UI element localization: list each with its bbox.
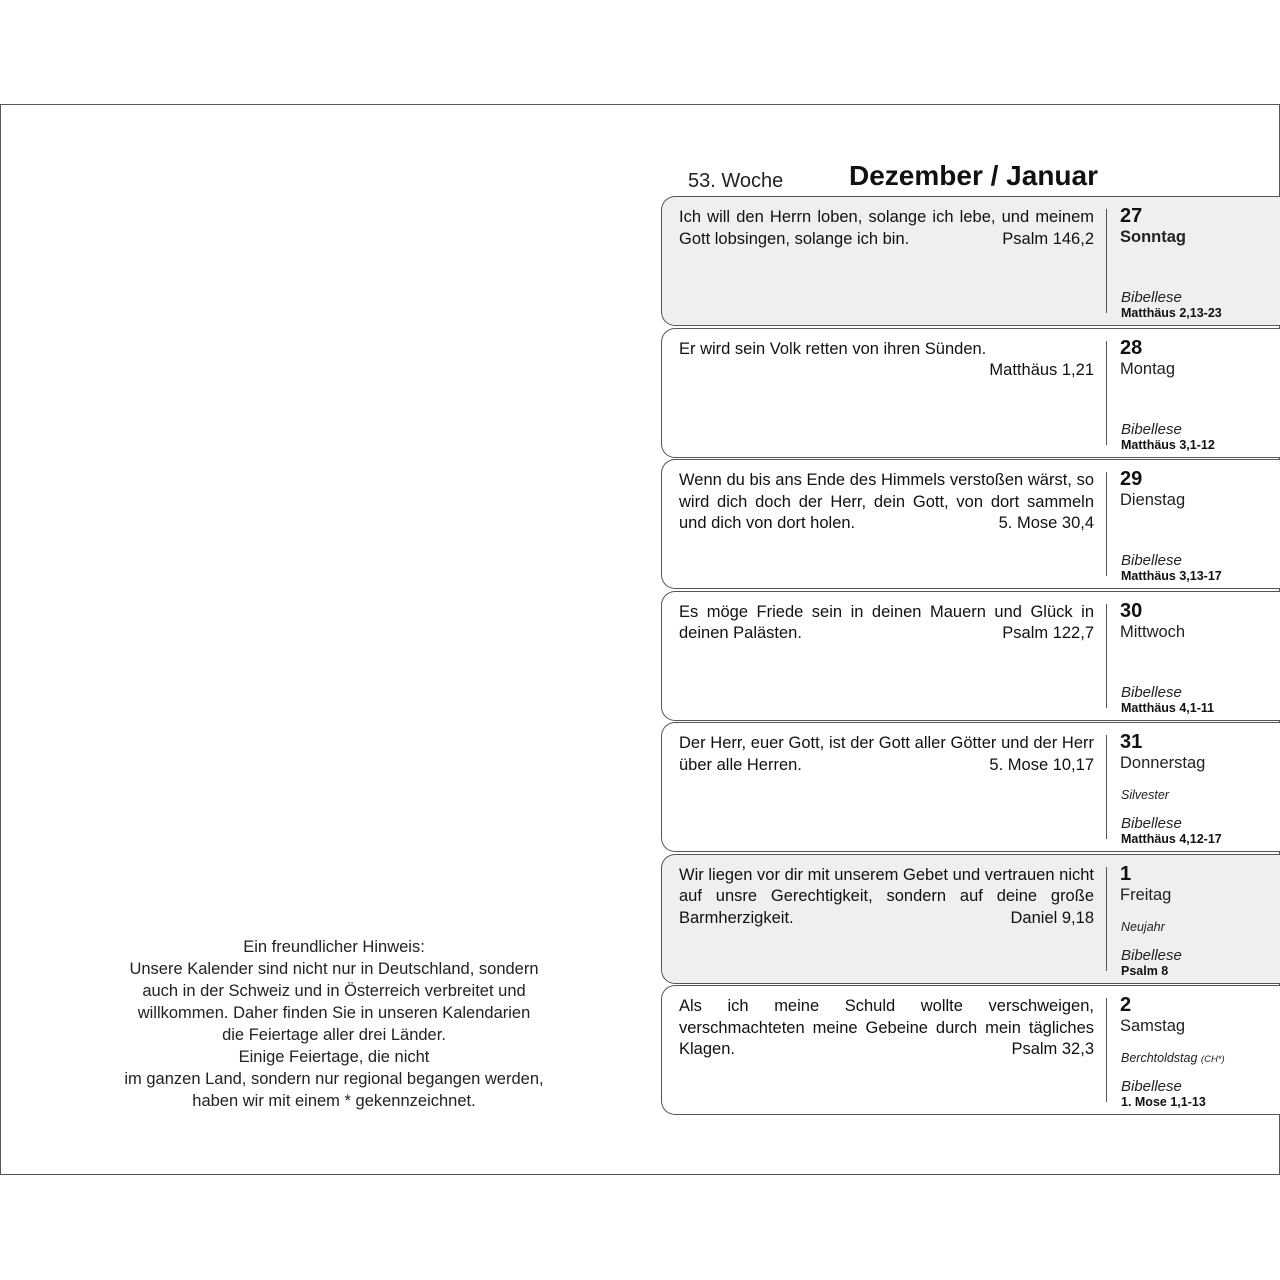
- notice-line: haben wir mit einem * gekennzeichnet.: [192, 1092, 476, 1110]
- day-number: 1: [1120, 862, 1132, 885]
- bible-reading-reference: Matthäus 3,1-12: [1121, 437, 1215, 452]
- divider: [1106, 472, 1107, 576]
- holiday-label: [1121, 1051, 1225, 1065]
- holiday-label: [1121, 788, 1169, 802]
- notice-line: willkommen. Daher finden Sie in unseren Kalendarien: [137, 1004, 531, 1022]
- day-entry-2: [661, 985, 1280, 1115]
- notice-line: die Feiertage aller drei Länder.: [222, 1026, 446, 1044]
- day-entry-1: [661, 854, 1280, 984]
- notice-line: Ein freundlicher Hinweis:: [243, 938, 425, 956]
- verse-reference: Matthäus 1,21: [989, 361, 1094, 379]
- bible-reading-label: Bibellese: [1121, 289, 1182, 306]
- verse-reference: Daniel 9,18: [1010, 908, 1094, 927]
- day-entry-28: [661, 328, 1280, 458]
- day-entry-27: [661, 196, 1280, 326]
- day-number: 29: [1120, 468, 1143, 490]
- day-list: [661, 196, 1280, 1117]
- verse-reference: Psalm 32,3: [1011, 1040, 1094, 1058]
- day-entry-29: [661, 459, 1280, 589]
- weekday-name: Mittwoch: [1120, 622, 1186, 641]
- verse-reference: Psalm 146,2: [1002, 229, 1094, 248]
- holiday-name: Berchtoldstag: [1121, 1051, 1198, 1065]
- holiday-label: [1121, 920, 1165, 934]
- bible-reading-reference: Matthäus 2,13-23: [1121, 306, 1222, 320]
- bible-reading-label: Bibellese: [1121, 1078, 1182, 1095]
- verse: [679, 733, 1094, 776]
- holiday-region: (CH*): [1200, 1054, 1225, 1065]
- weekday-name: Samstag: [1120, 1017, 1186, 1035]
- verse-text: Als ich meine Schuld wollte verschweigen, verschmachteten meine Gebeine durch mein tägliches Klagen.: [679, 997, 1094, 1058]
- bible-reading-reference: Psalm 8: [1121, 963, 1169, 978]
- verse: [679, 339, 1094, 382]
- notice-line: im ganzen Land, sondern nur regional begangen werden,: [124, 1070, 544, 1088]
- weekday-name: Sonntag: [1120, 228, 1186, 246]
- notice-line: Einige Feiertage, die nicht: [238, 1048, 430, 1066]
- bible-reading-label: Bibellese: [1121, 683, 1182, 701]
- divider: [1106, 998, 1107, 1102]
- divider: [1106, 341, 1107, 445]
- weekday-name: Donnerstag: [1120, 754, 1206, 772]
- bible-reading-reference: Matthäus 4,12-17: [1121, 832, 1222, 846]
- verse-reference: 5. Mose 10,17: [989, 755, 1094, 774]
- verse-text: Er wird sein Volk retten von ihren Sünden.: [679, 339, 987, 358]
- divider: [1106, 867, 1107, 971]
- bible-reading-reference: Matthäus 4,1-11: [1121, 700, 1215, 715]
- verse-text: Ich will den Herrn loben, solange ich lebe, und meinem Gott lobsingen, solange ich bin.: [679, 208, 1094, 248]
- divider: [1106, 735, 1107, 839]
- day-number: 31: [1120, 731, 1143, 753]
- verse: [679, 996, 1094, 1061]
- holiday-name: Neujahr: [1121, 919, 1165, 934]
- day-entry-30: [661, 591, 1280, 721]
- day-number: 30: [1120, 599, 1143, 622]
- verse-reference: 5. Mose 30,4: [998, 514, 1094, 532]
- week-number: 53. Woche: [688, 170, 784, 192]
- bible-reading-reference: 1. Mose 1,1-13: [1121, 1095, 1206, 1109]
- verse: [679, 865, 1094, 930]
- verse-text: Es möge Friede sein in deinen Mauern und Glück in deinen Palästen.: [679, 602, 1094, 642]
- divider: [1106, 604, 1107, 708]
- weekday-name: Freitag: [1120, 885, 1172, 904]
- bible-reading-label: Bibellese: [1121, 552, 1182, 569]
- weekday-name: Dienstag: [1120, 491, 1186, 509]
- divider: [1106, 209, 1107, 313]
- weekday-name: Montag: [1120, 359, 1176, 378]
- verse: [679, 470, 1094, 535]
- verse-text: Wenn du bis ans Ende des Himmels verstoßen wärst, so wird dich doch der Herr, dein Gott, von dort sammeln und dich von dort holen.: [679, 471, 1094, 532]
- notice-text: [104, 936, 564, 1112]
- day-number: 2: [1120, 994, 1132, 1016]
- verse-text: Wir liegen vor dir mit unserem Gebet und vertrauen nicht auf unsre Gerechtigkeit, sondern auf deine große Barmherzigkeit.: [679, 865, 1094, 927]
- bible-reading-label: Bibellese: [1121, 946, 1182, 964]
- bible-reading-label: Bibellese: [1121, 815, 1182, 832]
- week-header: [688, 160, 1098, 196]
- verse: [679, 602, 1094, 645]
- notice-line: auch in der Schweiz und in Österreich verbreitet und: [142, 982, 526, 1000]
- day-number: 28: [1120, 336, 1143, 359]
- bible-reading-reference: Matthäus 3,13-17: [1121, 569, 1222, 583]
- verse-text: Der Herr, euer Gott, ist der Gott aller Götter und der Herr über alle Herren.: [679, 734, 1094, 774]
- notice-line: Unsere Kalender sind nicht nur in Deutschland, sondern: [129, 960, 539, 978]
- verse-reference: Psalm 122,7: [1002, 624, 1094, 642]
- day-entry-31: [661, 722, 1280, 852]
- month-title: Dezember / Januar: [849, 160, 1098, 191]
- day-number: 27: [1120, 205, 1143, 227]
- verse: [679, 207, 1094, 250]
- holiday-name: Silvester: [1121, 788, 1169, 802]
- bible-reading-label: Bibellese: [1121, 420, 1182, 438]
